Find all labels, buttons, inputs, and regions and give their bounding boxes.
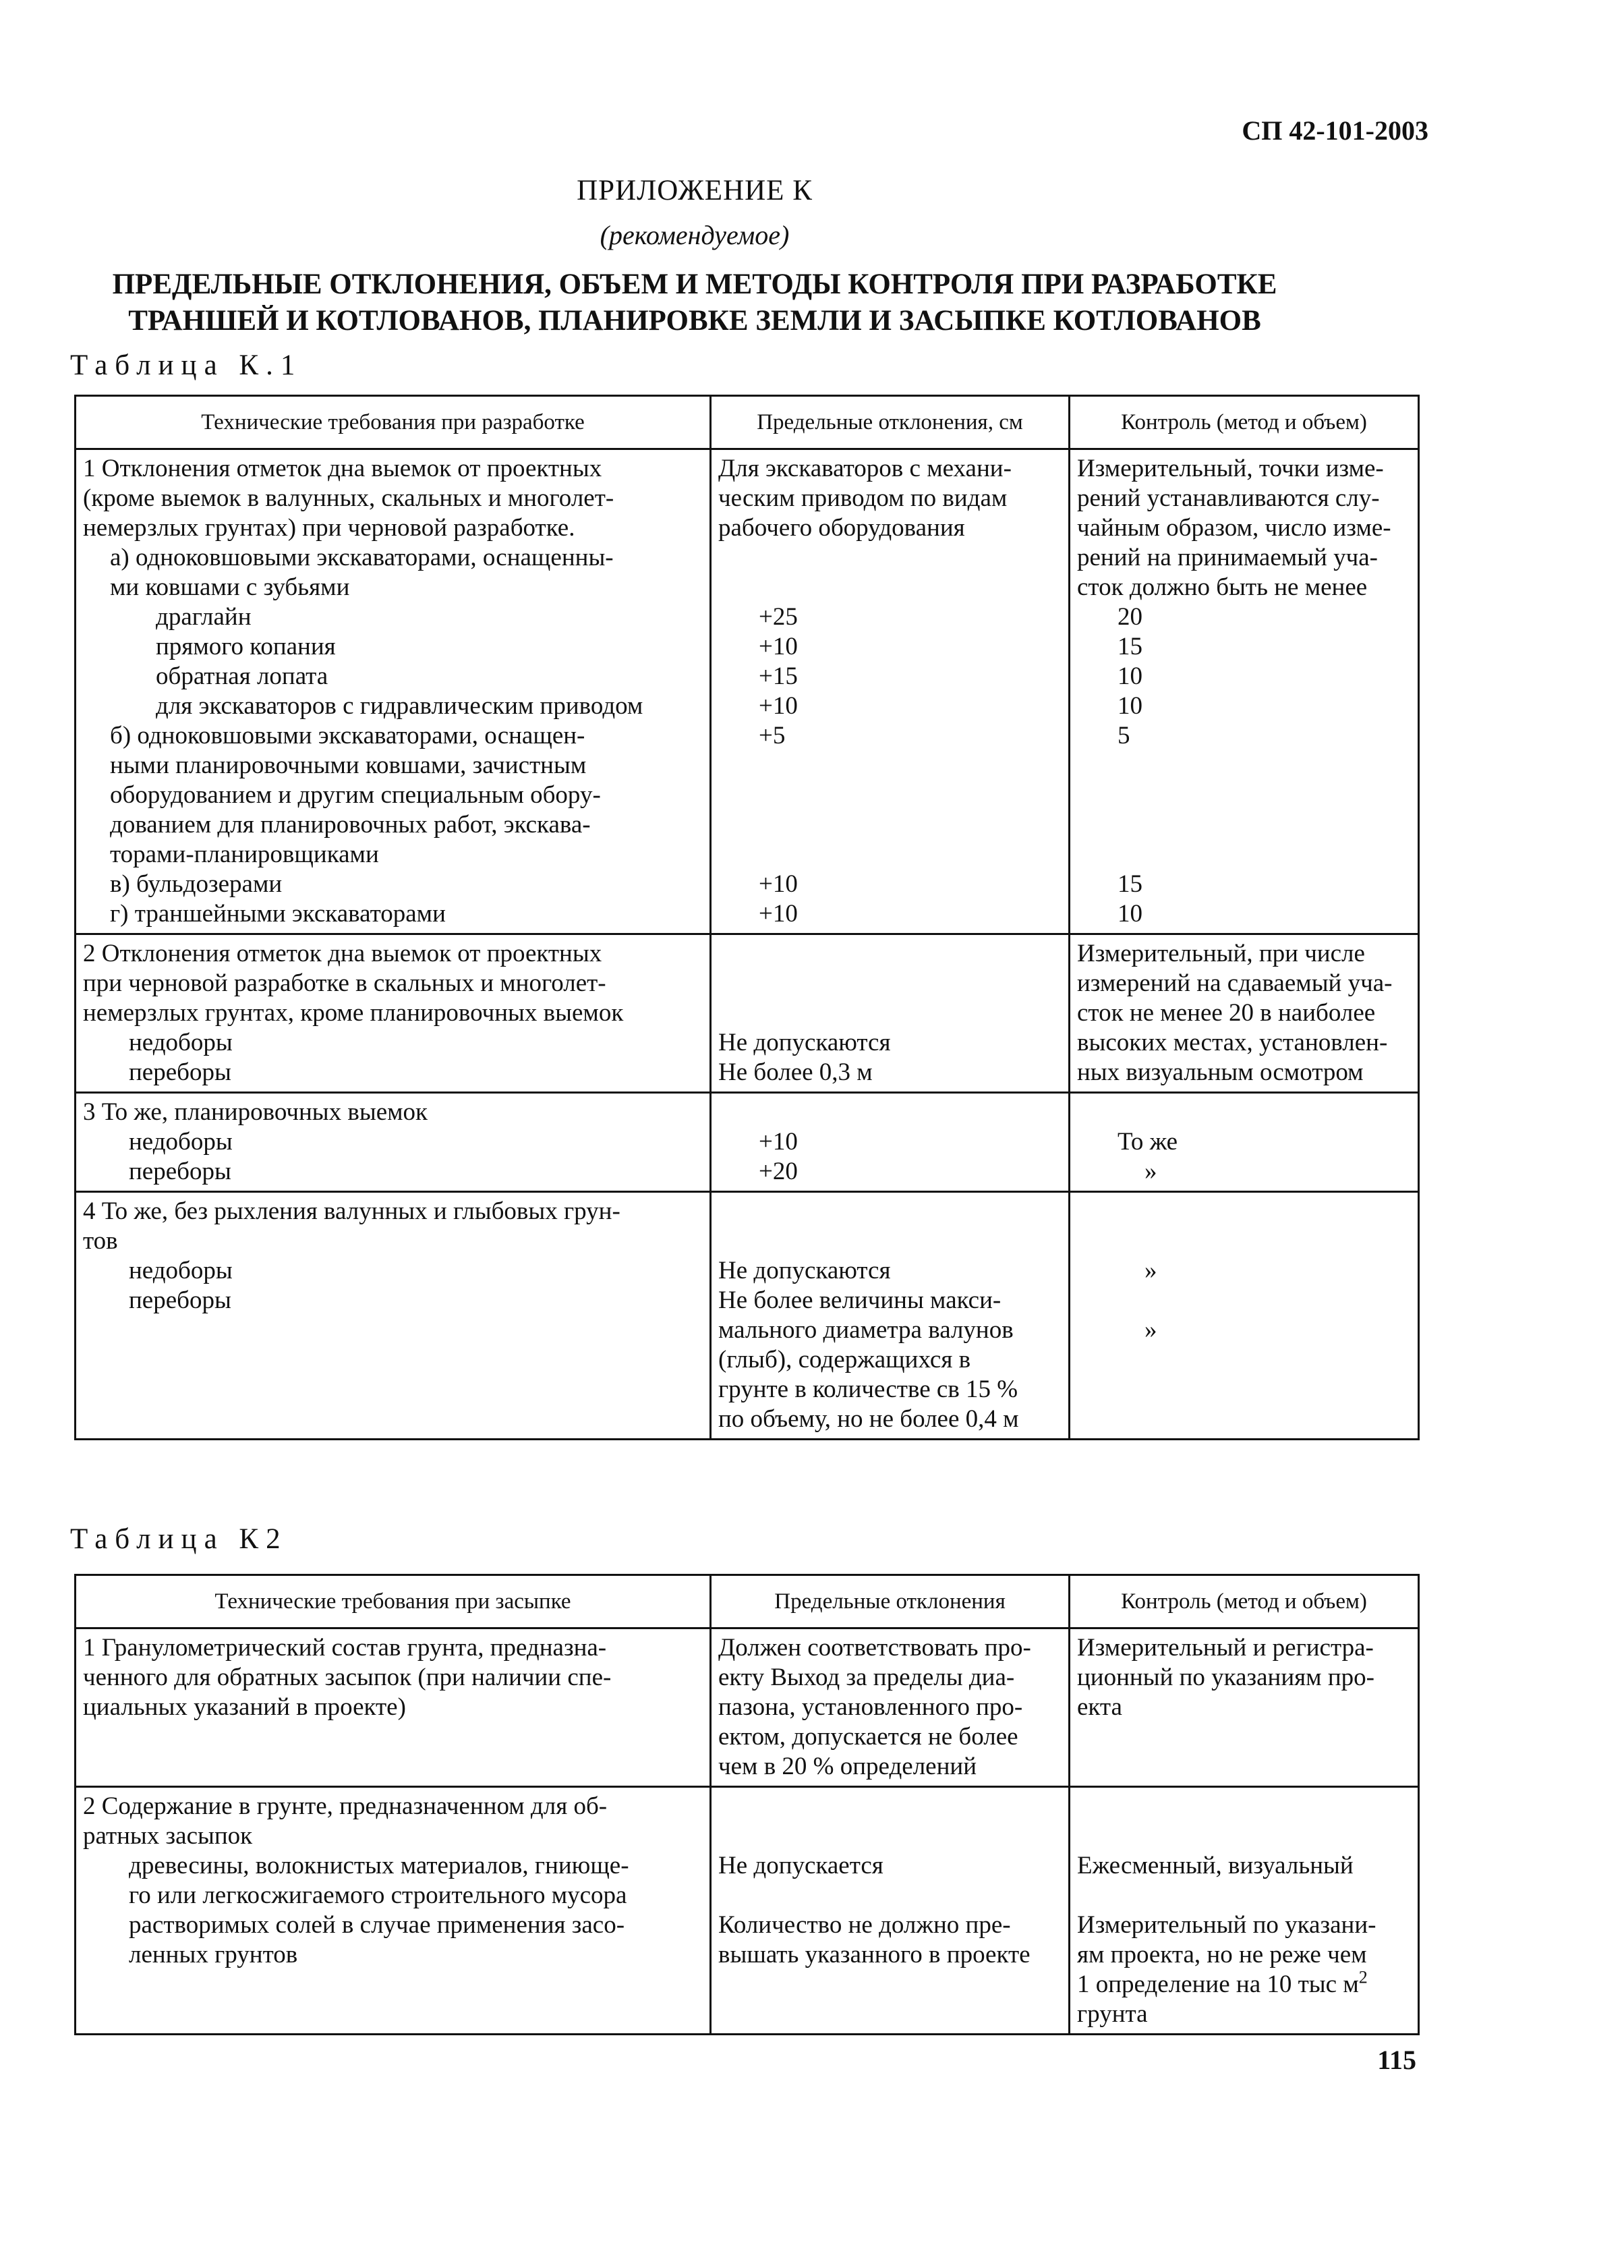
cell-line: ратных засыпок: [83, 1822, 253, 1850]
control-cell: [1070, 1628, 1419, 1787]
control-cell: [1070, 1192, 1419, 1440]
cell-line: 2 Содержание в грунте, предназначенном для об-: [83, 1792, 608, 1820]
requirement-cell: [76, 1628, 711, 1787]
cell-line: недоборы: [129, 1029, 233, 1056]
cell-line: в) бульдозерами: [110, 870, 283, 898]
control-cell: [1070, 1093, 1419, 1192]
cell-line: ционный по указаниям про-: [1077, 1664, 1374, 1691]
cell-line: ных визуальным осмотром: [1077, 1058, 1364, 1086]
requirement-cell: [76, 934, 711, 1093]
table-row: [76, 1628, 1419, 1787]
column-header: Технические требования при разработке: [76, 396, 711, 449]
cell-line: екта: [1077, 1693, 1122, 1721]
deviation-cell: [711, 1787, 1070, 2035]
cell-line: растворимых солей в случае применения засо-: [129, 1911, 625, 1939]
cell-line: высоких местах, установлен-: [1077, 1029, 1388, 1056]
table-row: [76, 449, 1419, 934]
cell-line: оборудованием и другим специальным обору-: [110, 781, 601, 809]
table-row: [76, 1192, 1419, 1440]
cell-line: драглайн: [156, 603, 252, 631]
cell-line: ектом, допускается не более: [718, 1723, 1018, 1751]
cell-line: переборы: [129, 1158, 231, 1185]
cell-line: вышать указанного в проекте: [718, 1941, 1031, 1968]
cell-line: 10: [1118, 692, 1142, 720]
cell-line: Количество не должно пре-: [718, 1911, 1011, 1939]
cell-line: мального диаметра валунов: [718, 1316, 1014, 1344]
cell-line: +5: [759, 722, 786, 749]
cell-line: переборы: [129, 1058, 231, 1086]
cell-line: 15: [1118, 633, 1142, 660]
cell-line: ленных грунтов: [129, 1941, 298, 1968]
cell-line: г) траншейными экскаваторами: [110, 900, 446, 928]
page-number: 115: [1377, 2045, 1416, 2075]
cell-line: Измерительный, при числе: [1077, 940, 1365, 967]
column-header: Контроль (метод и объем): [1070, 396, 1419, 449]
deviation-cell: [711, 449, 1070, 934]
cell-line: »: [1144, 1158, 1157, 1185]
cell-line: переборы: [129, 1286, 231, 1314]
cell-line: по объему, но не более 0,4 м: [718, 1405, 1019, 1433]
cell-line: Измерительный и регистра-: [1077, 1634, 1374, 1662]
cell-line: »: [1144, 1257, 1157, 1284]
column-header: Предельные отклонения, см: [711, 396, 1070, 449]
cell-line: 2 Отклонения отметок дна выемок от проектных: [83, 940, 602, 967]
cell-line: грунта: [1077, 2000, 1148, 2028]
cell-line: грунте в количестве св 15 %: [718, 1376, 1018, 1403]
cell-line: циальных указаний в проекте): [83, 1693, 406, 1721]
cell-line: ям проекта, но не реже чем: [1077, 1941, 1367, 1968]
table-header-row: [76, 396, 1419, 449]
cell-line: +10: [759, 692, 798, 720]
cell-line: +20: [759, 1158, 798, 1185]
cell-line: для экскаваторов с гидравлическим приводом: [156, 692, 643, 720]
cell-line: Не более величины макси-: [718, 1286, 1002, 1314]
cell-line: тов: [83, 1227, 118, 1255]
cell-line: 1 Гранулометрический состав грунта, предназна-: [83, 1634, 607, 1662]
control-cell: [1070, 934, 1419, 1093]
requirement-cell: [76, 1787, 711, 2035]
control-cell: [1070, 1787, 1419, 2035]
cell-line: го или легкосжигаемого строительного мусора: [129, 1881, 627, 1909]
cell-line: Измерительный, точки изме-: [1077, 455, 1384, 482]
cell-line: +10: [759, 900, 798, 928]
cell-line: +10: [759, 870, 798, 898]
control-cell: [1070, 449, 1419, 934]
cell-line: »: [1144, 1316, 1157, 1344]
requirement-cell: [76, 1093, 711, 1192]
cell-line: Для экскаваторов с механи-: [718, 455, 1012, 482]
cell-line: Не допускаются: [718, 1029, 891, 1056]
cell-line: при черновой разработке в скальных и многолет-: [83, 969, 606, 997]
table2-caption: Таблица К2: [70, 1523, 288, 1555]
cell-line: Не допускаются: [718, 1257, 891, 1284]
heading-line: ПРЕДЕЛЬНЫЕ ОТКЛОНЕНИЯ, ОБЪЕМ И МЕТОДЫ КОНТРОЛЯ ПРИ РАЗРАБОТКЕ: [112, 268, 1277, 300]
cell-line: прямого копания: [156, 633, 336, 660]
cell-text: 1 определение на 10 тыс м: [1077, 1971, 1359, 1998]
cell-line: 5: [1118, 722, 1130, 749]
cell-line: 1 Отклонения отметок дна выемок от проектных: [83, 455, 602, 482]
cell-line: 20: [1118, 603, 1142, 631]
cell-line: ми ковшами с зубьями: [110, 573, 350, 601]
cell-line: дованием для планировочных работ, экскава-: [110, 811, 591, 839]
cell-line: 3 То же, планировочных выемок: [83, 1098, 428, 1126]
column-header: Предельные отклонения: [711, 1575, 1070, 1628]
cell-line: рабочего оборудования: [718, 514, 965, 542]
cell-line: То же: [1118, 1128, 1178, 1156]
cell-line: +25: [759, 603, 798, 631]
cell-line: а) одноковшовыми экскаваторами, оснащенны-: [110, 544, 614, 571]
cell-line: рений устанавливаются слу-: [1077, 484, 1380, 512]
cell-line: измерений на сдаваемый уча-: [1077, 969, 1393, 997]
cell-line: обратная лопата: [156, 662, 328, 690]
cell-line: екту Выход за пределы диа-: [718, 1664, 1015, 1691]
cell-line: ченного для обратных засыпок (при наличии спе-: [83, 1664, 612, 1691]
deviation-cell: [711, 934, 1070, 1093]
cell-line: 10: [1118, 900, 1142, 928]
cell-line: Не допускается: [718, 1852, 883, 1879]
cell-line: рений на принимаемый уча-: [1077, 544, 1378, 571]
cell-line: ческим приводом по видам: [718, 484, 1008, 512]
cell-line: немерзлых грунтах) при черновой разработке.: [83, 514, 575, 542]
requirement-cell: [76, 449, 711, 934]
table-row: [76, 934, 1419, 1093]
table1-caption: Таблица К.1: [70, 349, 303, 381]
table-k1: [74, 395, 1420, 1440]
cell-line: немерзлых грунтах, кроме планировочных выемок: [83, 999, 624, 1027]
cell-line: недоборы: [129, 1128, 233, 1156]
table-row: [76, 1093, 1419, 1192]
cell-line: торами-планировщиками: [110, 841, 379, 868]
cell-line: б) одноковшовыми экскаваторами, оснащен-: [110, 722, 585, 749]
deviation-cell: [711, 1628, 1070, 1787]
cell-line: ными планировочными ковшами, зачистным: [110, 752, 587, 779]
cell-line: +10: [759, 633, 798, 660]
cell-line: Должен соответствовать про-: [718, 1634, 1031, 1662]
column-header: Технические требования при засыпке: [76, 1575, 711, 1628]
table-k2: [74, 1574, 1420, 2035]
cell-line: древесины, волокнистых материалов, гниюще-: [129, 1852, 629, 1879]
cell-line: +15: [759, 662, 798, 690]
superscript: 2: [1358, 1967, 1368, 1987]
cell-line: пазона, установленного про-: [718, 1693, 1023, 1721]
cell-line: (кроме выемок в валунных, скальных и многолет-: [83, 484, 614, 512]
cell-line: +10: [759, 1128, 798, 1156]
table-header-row: [76, 1575, 1419, 1628]
appendix-title: ПРИЛОЖЕНИЕ К: [577, 175, 813, 206]
deviation-cell: [711, 1093, 1070, 1192]
cell-line: 4 То же, без рыхления валунных и глыбовых грун-: [83, 1197, 620, 1225]
table-row: [76, 1787, 1419, 2035]
document-code: СП 42-101-2003: [1242, 115, 1428, 146]
appendix-subtitle: (рекомендуемое): [600, 220, 790, 250]
cell-line: [1077, 1967, 1411, 2000]
cell-line: чем в 20 % определений: [718, 1753, 977, 1780]
cell-line: 15: [1118, 870, 1142, 898]
heading-line: ТРАНШЕЙ И КОТЛОВАНОВ, ПЛАНИРОВКЕ ЗЕМЛИ И ЗАСЫПКЕ КОТЛОВАНОВ: [128, 305, 1261, 337]
column-header: Контроль (метод и объем): [1070, 1575, 1419, 1628]
cell-line: Ежесменный, визуальный: [1077, 1852, 1354, 1879]
cell-line: 10: [1118, 662, 1142, 690]
cell-line: Не более 0,3 м: [718, 1058, 873, 1086]
cell-line: сток должно быть не менее: [1077, 573, 1368, 601]
cell-line: чайным образом, число изме-: [1077, 514, 1391, 542]
deviation-cell: [711, 1192, 1070, 1440]
cell-line: Измерительный по указани-: [1077, 1911, 1376, 1939]
cell-line: недоборы: [129, 1257, 233, 1284]
cell-line: сток не менее 20 в наиболее: [1077, 999, 1376, 1027]
appendix-heading: [0, 266, 1389, 339]
cell-line: (глыб), содержащихся в: [718, 1346, 971, 1373]
requirement-cell: [76, 1192, 711, 1440]
